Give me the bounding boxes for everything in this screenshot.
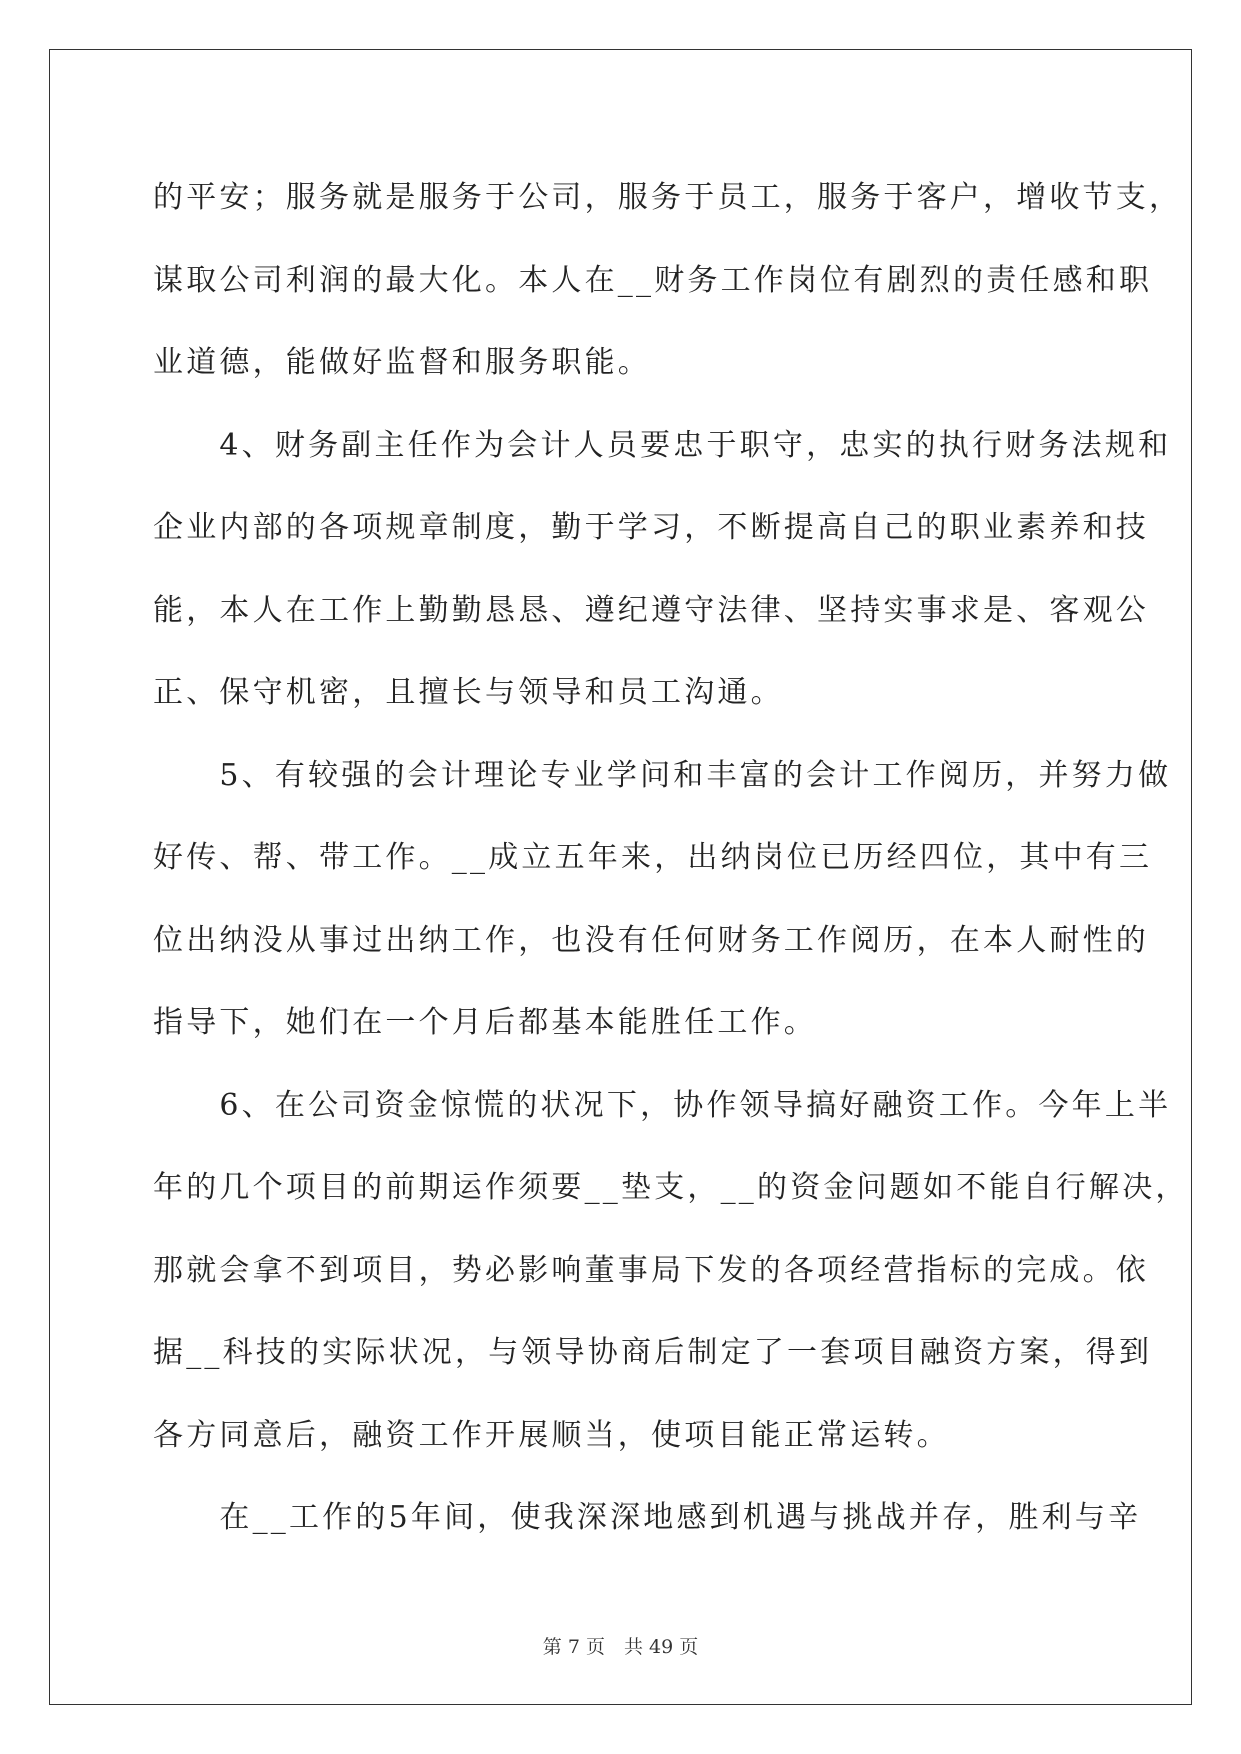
text-line: 4、财务副主任作为会计人员要忠于职守，忠实的执行财务法规和 <box>153 427 1172 463</box>
text-line: 位出纳没从事过出纳工作，也没有任何财务工作阅历，在本人耐性的 <box>153 922 1149 958</box>
text-line: 指导下，她们在一个月后都基本能胜任工作。 <box>153 1005 817 1040</box>
text-line: 正、保守机密，且擅长与领导和员工沟通。 <box>153 675 784 710</box>
page-number: 第 7 页 共 49 页 <box>542 1636 699 1658</box>
text-line: 6、在公司资金惊慌的状况下，协作领导搞好融资工作。今年上半 <box>153 1087 1172 1123</box>
text-line: 企业内部的各项规章制度，勤于学习，不断提高自己的职业素养和技 <box>153 510 1149 545</box>
text-line: 那就会拿不到项目，势必影响董事局下发的各项经营指标的完成。依 <box>153 1252 1149 1288</box>
text-line: 在__工作的5年间，使我深深地感到机遇与挑战并存，胜利与辛 <box>153 1500 1142 1535</box>
text-line: 据__科技的实际状况，与领导协商后制定了一套项目融资方案，得到 <box>153 1335 1153 1370</box>
text-line: 能，本人在工作上勤勤恳恳、遵纪遵守法律、坚持实事求是、客观公 <box>153 592 1149 628</box>
text-line: 好传、帮、带工作。__成立五年来，出纳岗位已历经四位，其中有三 <box>153 840 1153 875</box>
text-line: 谋取公司利润的最大化。本人在__财务工作岗位有剧烈的责任感和职 <box>153 262 1153 298</box>
text-line: 5、有较强的会计理论专业学问和丰富的会计工作阅历，并努力做 <box>153 757 1172 793</box>
document-body <box>153 157 1189 1560</box>
page-footer <box>0 1632 1241 1659</box>
text-line: 业道德，能做好监督和服务职能。 <box>153 345 651 380</box>
text-line: 年的几个项目的前期运作须要__垫支，__的资金问题如不能自行解决， <box>153 1170 1189 1205</box>
text-line: 的平安；服务就是服务于公司，服务于员工，服务于客户，增收节支， <box>153 180 1183 215</box>
text-line: 各方同意后，融资工作开展顺当，使项目能正常运转。 <box>153 1417 950 1453</box>
